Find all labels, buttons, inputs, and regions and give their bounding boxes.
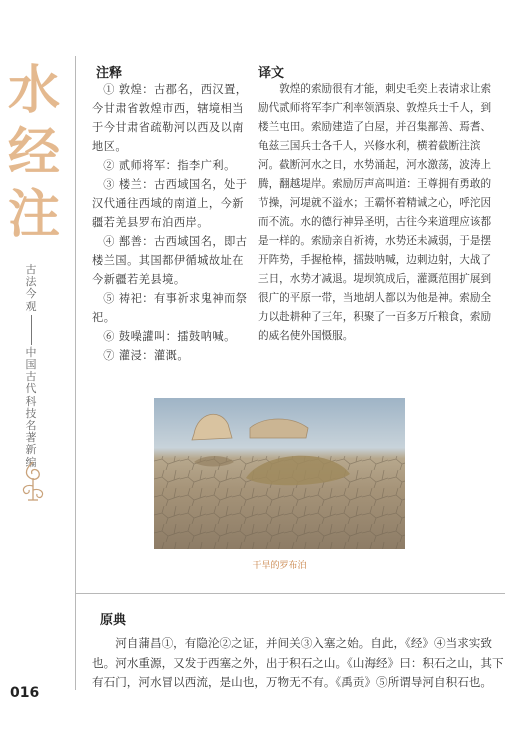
book-title xyxy=(6,60,62,246)
series-char: 今 xyxy=(25,287,37,301)
margin-rule xyxy=(75,56,76,690)
translation-body xyxy=(258,80,498,346)
section-divider xyxy=(75,593,505,594)
series-char: 技 xyxy=(25,406,37,420)
book-title-char: 水 xyxy=(7,61,60,121)
series-char: 名 xyxy=(25,419,37,433)
series-char: 编 xyxy=(25,455,37,469)
book-title-char: 注 xyxy=(7,185,60,245)
note-item: ⑥ 鼓噪讙叫：擂鼓呐喊。 xyxy=(103,330,236,343)
book-title-char: 经 xyxy=(7,123,60,183)
series-char: 新 xyxy=(25,443,37,457)
notes-list xyxy=(92,80,252,365)
series-char: 观 xyxy=(25,299,37,313)
series-char: 国 xyxy=(25,358,37,372)
series-char: 古 xyxy=(25,263,37,276)
series-divider xyxy=(31,315,32,345)
series-char: 著 xyxy=(25,431,37,445)
original-text: 河自蒲昌①，有隐沦②之证，并间关③入塞之始。自此，《经》④当求实致也。河水重源，又发于西塞之外，出于积石之山。《山海经》曰：积石之山，其下有石门，河水冒以西流，是山也，万物无不有。《禹贡》⑤所谓导河自积石也。 xyxy=(92,636,504,689)
floral-ornament-icon xyxy=(16,460,50,504)
desert-landscape-illustration xyxy=(154,398,405,549)
note-item: ② 贰师将军：指李广利。 xyxy=(103,159,236,172)
series-char: 中 xyxy=(25,345,37,359)
page-number: 016 xyxy=(10,685,40,701)
note-item: ③ 楼兰：古西域国名，处于汉代通往西域的南道上，今新疆若羌县罗布泊西岸。 xyxy=(92,178,248,229)
original-heading: 原典 xyxy=(100,613,127,628)
series-char: 古 xyxy=(25,370,37,384)
lop-nur-photo xyxy=(154,398,405,549)
notes-heading: 注释 xyxy=(96,66,123,81)
note-item: ⑤ 祷祀：有事祈求鬼神而祭祀。 xyxy=(92,292,248,324)
translation-heading: 译文 xyxy=(258,66,285,81)
original-text-block xyxy=(92,634,504,693)
note-item: ① 敦煌：古郡名，西汉置，今甘肃省敦煌市西，辖境相当于今甘肃省疏勒河以西及以南地区。 xyxy=(92,83,248,153)
series-title xyxy=(24,264,38,469)
series-char: 法 xyxy=(25,275,37,289)
series-char: 科 xyxy=(25,394,37,408)
note-item: ⑦ 灌浸：灌溉。 xyxy=(103,349,190,362)
series-char: 代 xyxy=(25,382,37,396)
photo-caption: 干旱的罗布泊 xyxy=(252,561,307,571)
translation-text: 敦煌的索励很有才能，刺史毛奕上表请求让索励代贰师将军李广利率领酒泉、敦煌兵士千人，到楼兰屯田。索励建造了白屋，并召集鄯善、焉耆、龟兹三国兵士各千人，兴修水利，横着截断注滨河。截断河水之日，水势涌起，河水激荡，波涛上腾，翻越堤岸。索励厉声高叫道：王尊拥有勇敢的节操，河堤就不溢水；王霸怀着精诚之心，呼沱因而不流。水的德行神异圣明，古往今来道理应该都是一样的。索励亲自祈祷，水势还未减弱，于是摆开阵势，手握枪棒，擂鼓呐喊，边刺边射，大战了三日，水势才减退。堤坝筑成后，灌溉范围扩展到很广的平原一带，当地胡人都以为他是神。索励全力以赴耕种了三年，积聚了一百多万斤粮食，索励的威名使外国慑服。 xyxy=(258,83,492,342)
note-item: ④ 鄯善：古西域国名，即古楼兰国。其国都伊循城故址在今新疆若羌县境。 xyxy=(92,235,248,286)
